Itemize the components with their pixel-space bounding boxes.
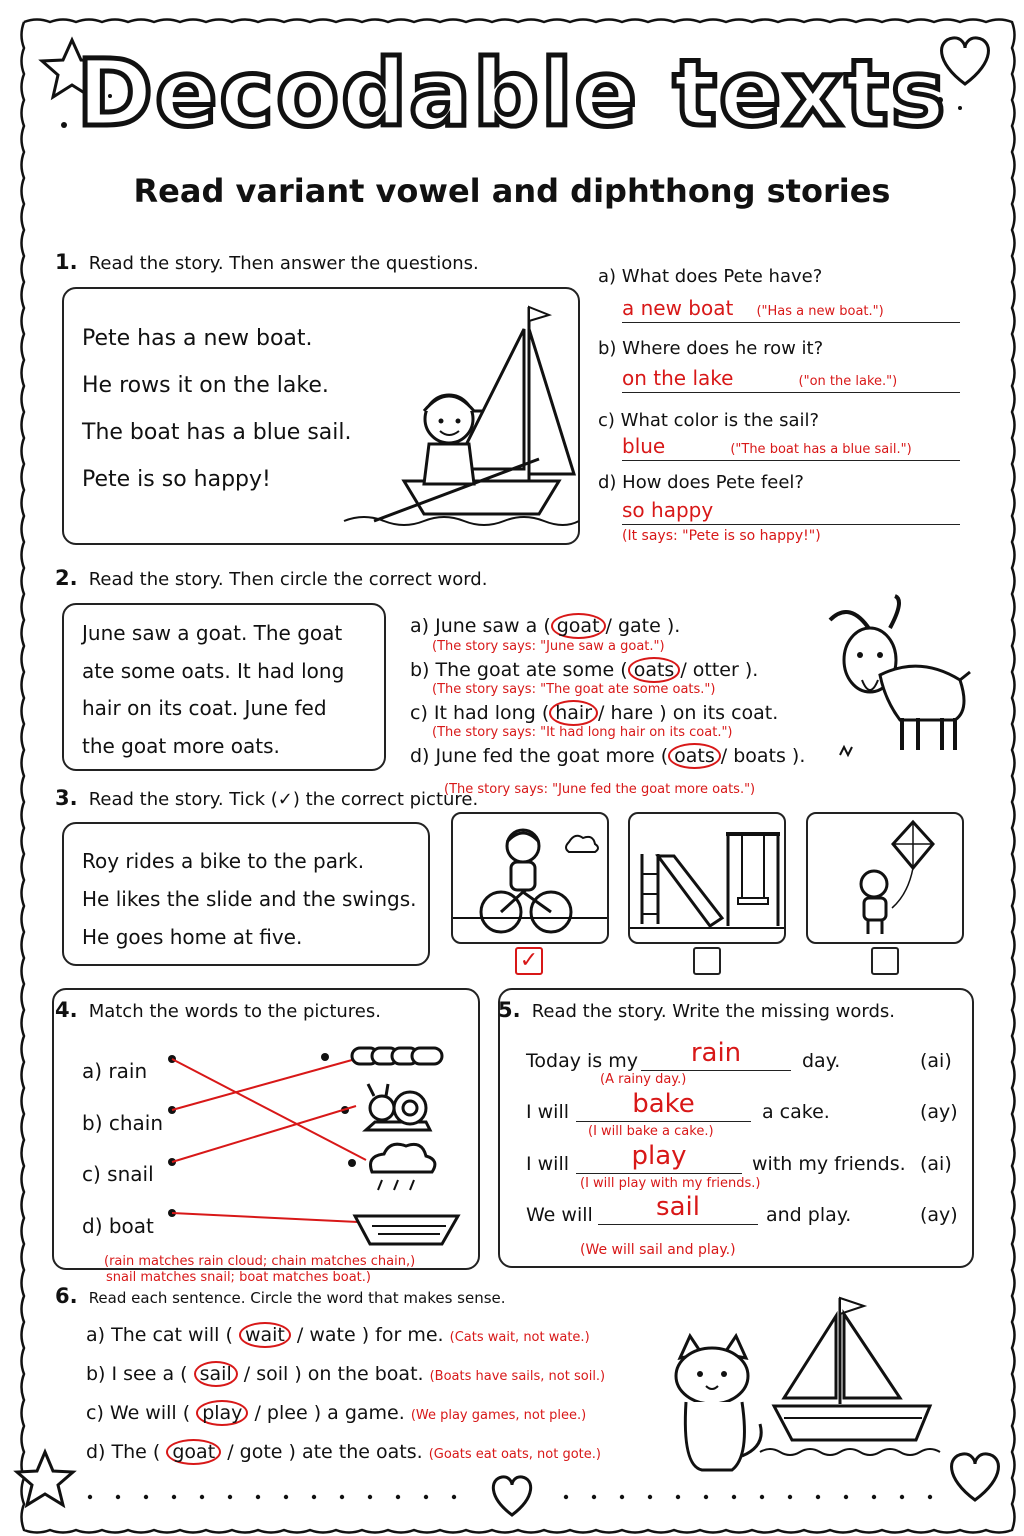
blank-prefix: Today is my — [526, 1050, 638, 1072]
sentence-item — [86, 1324, 590, 1346]
section-instruction: Match the words to the pictures. — [88, 1001, 381, 1022]
story-line: Roy rides a bike to the park. — [82, 849, 365, 873]
circled-word[interactable]: oats — [668, 743, 721, 769]
item-suffix: ) on the boat. — [294, 1363, 424, 1385]
blank-prefix: I will — [526, 1153, 570, 1175]
item-prefix: d) June fed the goat more ( — [410, 745, 669, 767]
sentence-item — [86, 1363, 605, 1385]
blank-answer[interactable]: rain — [641, 1038, 791, 1071]
section-5-box — [498, 988, 974, 1268]
sound-tag: (ay) — [920, 1101, 958, 1123]
item-prefix: a) June saw a ( — [410, 615, 551, 637]
circled-word[interactable]: oats — [628, 657, 681, 683]
match-word[interactable]: a) rain — [82, 1059, 148, 1083]
circled-word[interactable]: goat — [551, 613, 606, 639]
section-number: 6. — [55, 1284, 78, 1308]
sailboat-illustration — [770, 1294, 960, 1474]
item-option[interactable]: / otter ). — [680, 659, 759, 681]
item-option[interactable]: / hare ) on its coat. — [598, 702, 779, 724]
item-prefix: c) We will ( — [86, 1402, 191, 1424]
item-note: (The story says: "June saw a goat.") — [432, 639, 665, 654]
sound-tag: (ai) — [920, 1153, 952, 1175]
question: b) Where does he row it? — [598, 338, 824, 359]
blank-suffix: day. — [802, 1050, 841, 1072]
item-prefix: b) The goat ate some ( — [410, 659, 628, 681]
sound-tag: (ay) — [920, 1204, 958, 1226]
match-word[interactable]: c) snail — [82, 1162, 154, 1186]
section-number: 5. — [498, 998, 521, 1022]
item-option[interactable]: / soil — [243, 1363, 289, 1385]
item-note: (The story says: "June fed the goat more oats.") — [444, 782, 756, 797]
item-suffix: ) for me. — [361, 1324, 444, 1346]
cat-illustration — [662, 1336, 772, 1476]
blank-note: (We will sail and play.) — [580, 1242, 736, 1258]
story-line: Pete is so happy! — [82, 467, 271, 492]
page-subtitle: Read variant vowel and diphthong stories — [133, 172, 891, 210]
blank-suffix: and play. — [766, 1204, 852, 1226]
section-instruction: Read the story. Write the missing words. — [531, 1001, 895, 1022]
circled-word[interactable]: goat — [166, 1439, 221, 1465]
story-line: He rows it on the lake. — [82, 373, 329, 398]
match-word[interactable]: d) boat — [82, 1213, 154, 1238]
circled-word[interactable]: wait — [239, 1322, 291, 1348]
item-suffix: ) a game. — [313, 1402, 405, 1424]
item-option[interactable]: / plee — [254, 1402, 308, 1424]
blank-suffix: a cake. — [762, 1101, 830, 1123]
section-6-header — [55, 1284, 506, 1308]
snail-icon — [366, 1084, 430, 1130]
blank-note: (A rainy day.) — [600, 1072, 687, 1087]
match-note: snail matches snail; boat matches boat.) — [106, 1270, 371, 1285]
question: d) How does Pete feel? — [598, 472, 804, 493]
sound-tag: (ai) — [920, 1050, 952, 1072]
chain-icon — [352, 1048, 442, 1064]
item-note: (The story says: "It had long hair on its coat.") — [432, 725, 733, 740]
item-note: (Goats eat oats, not gote.) — [428, 1447, 601, 1462]
item-option[interactable]: / gote — [227, 1441, 283, 1463]
story-line: the goat more oats. — [82, 733, 280, 758]
story-line: June saw a goat. The goat — [82, 621, 343, 645]
sentence-item — [86, 1402, 586, 1424]
blank-prefix: We will — [526, 1204, 593, 1226]
answer: so happy — [622, 498, 714, 522]
answer: on the lake — [622, 366, 734, 390]
item-note: (We play games, not plee.) — [410, 1408, 587, 1423]
section-5-header — [498, 998, 895, 1022]
section-instruction: Read each sentence. Circle the word that makes sense. — [88, 1289, 506, 1307]
sentence-item — [86, 1441, 601, 1463]
item-prefix: b) I see a ( — [86, 1363, 188, 1385]
story-line: Pete has a new boat. — [82, 326, 313, 351]
item-option[interactable]: / gate ). — [605, 615, 681, 637]
question: c) What color is the sail? — [598, 410, 820, 431]
circled-word[interactable]: play — [196, 1400, 248, 1426]
answer: a new boat — [622, 296, 734, 320]
story-line: hair on its coat. June fed — [82, 696, 327, 720]
blank-prefix: I will — [526, 1101, 570, 1123]
item-option[interactable]: / wate — [296, 1324, 356, 1346]
blank-note: (I will play with my friends.) — [580, 1176, 761, 1191]
question: a) What does Pete have? — [598, 266, 823, 287]
section-instruction: Read the story. Then circle the correct word. — [88, 569, 488, 590]
section-number: 3. — [55, 786, 78, 810]
answer-note: ("on the lake.") — [798, 374, 898, 389]
item-prefix: c) It had long ( — [410, 702, 550, 724]
match-word[interactable]: b) chain — [82, 1110, 164, 1135]
blank-answer[interactable]: play — [576, 1141, 742, 1174]
circled-word[interactable]: hair — [549, 700, 598, 726]
circled-word[interactable]: sail — [194, 1361, 238, 1387]
story-line: He likes the slide and the swings. — [82, 887, 417, 911]
answer-note: ("The boat has a blue sail.") — [730, 442, 912, 457]
story-line: The boat has a blue sail. — [82, 420, 352, 445]
tick-mark: ✓ — [519, 948, 539, 973]
item-prefix: a) The cat will ( — [86, 1324, 233, 1346]
item-note: (The story says: "The goat ate some oats.") — [432, 682, 716, 697]
answer-note: (It says: "Pete is so happy!") — [622, 528, 821, 544]
answer-note: ("Has a new boat.") — [756, 304, 884, 319]
blank-note: (I will bake a cake.) — [588, 1124, 714, 1139]
item-note: (Cats wait, not wate.) — [449, 1330, 590, 1345]
blank-answer[interactable]: bake — [576, 1089, 751, 1122]
answer: blue — [622, 434, 666, 458]
blank-answer[interactable]: sail — [598, 1192, 758, 1225]
item-suffix: ) ate the oats. — [288, 1441, 423, 1463]
page-title: Decodable texts — [76, 40, 948, 147]
section-number: 1. — [55, 250, 78, 274]
section-instruction: Read the story. Then answer the questions. — [88, 253, 479, 274]
story-line: He goes home at five. — [82, 925, 303, 949]
story-line: ate some oats. It had long — [82, 658, 345, 683]
rain-cloud-icon — [371, 1144, 435, 1190]
item-option[interactable]: / boats ). — [720, 745, 806, 767]
blank-suffix: with my friends. — [752, 1153, 906, 1175]
section-instruction: Read the story. Tick (✓) the correct picture. — [88, 789, 479, 810]
item-note: (Boats have sails, not soil.) — [429, 1369, 606, 1384]
section-number: 4. — [55, 998, 78, 1022]
match-note: (rain matches rain cloud; chain matches chain,) — [104, 1254, 416, 1269]
section-number: 2. — [55, 566, 78, 590]
item-prefix: d) The ( — [86, 1441, 161, 1463]
boat-icon — [355, 1216, 458, 1244]
